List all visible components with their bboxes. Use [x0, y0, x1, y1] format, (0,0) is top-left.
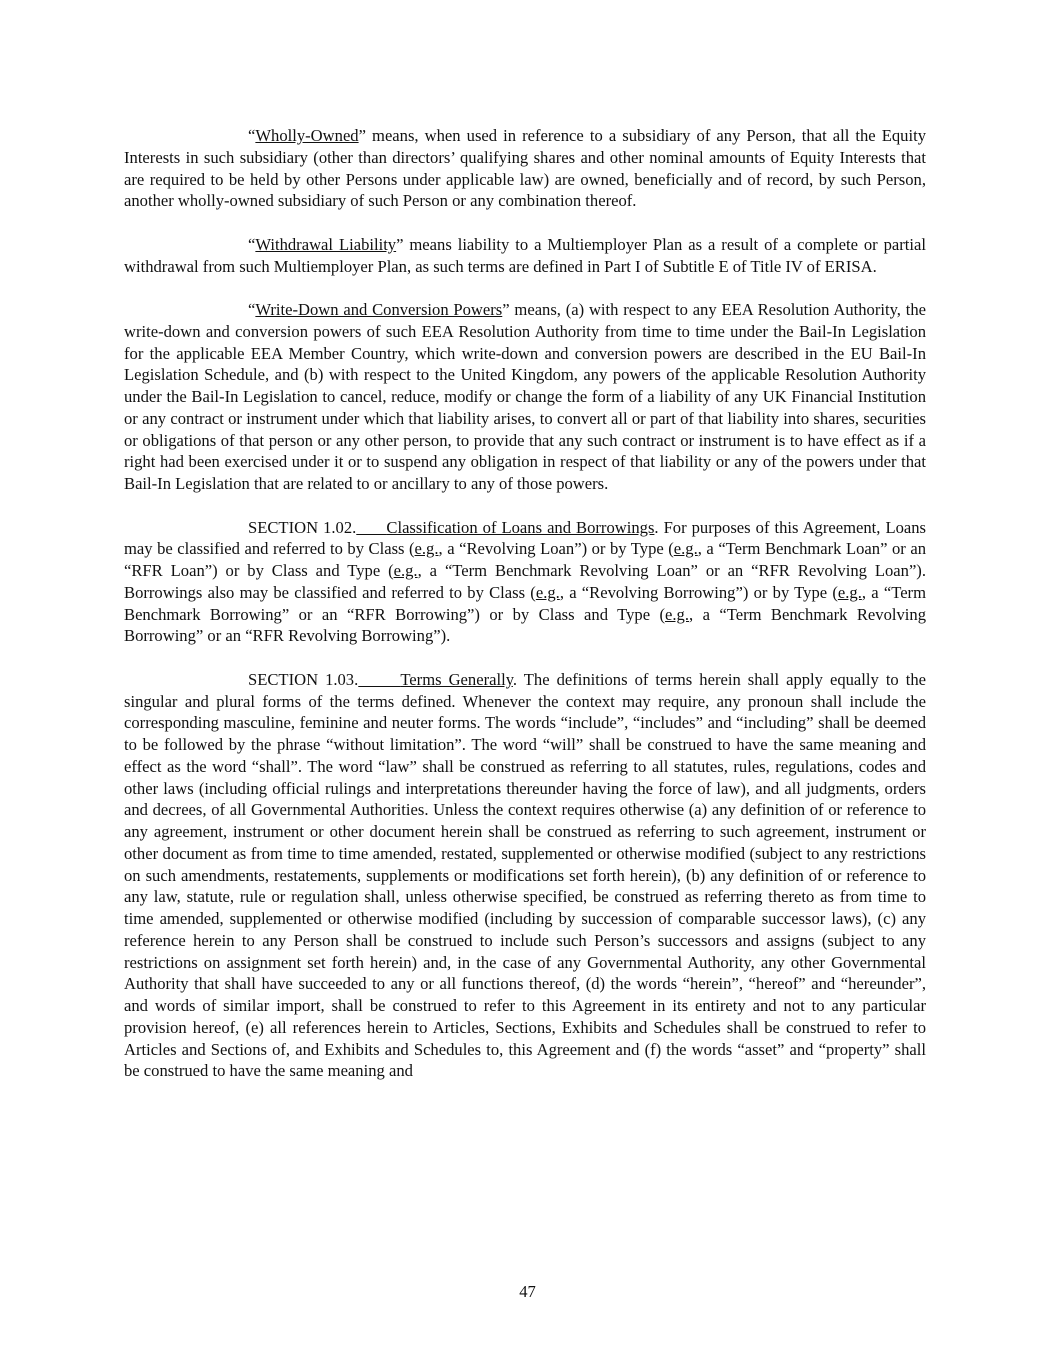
section-text: , a “Term Benchmark Borrowing” or an “RFR Borrowing”) or by Class and Type (: [124, 582, 926, 624]
section-number: SECTION 1.03.: [248, 669, 359, 689]
definition-text: ” means liability to a Multiemployer Plan as a result of a complete or partial withdrawal from such Multiemployer Plan, as such terms are defined in Part I of Subtitle E of Title IV of ERISA.: [124, 234, 926, 276]
defined-term: Write-Down and Conversion Powers: [255, 300, 503, 319]
section-text: , a “Revolving Borrowing”) or by Type (: [559, 582, 838, 602]
section-text: . The definitions of terms herein shall apply equally to the singular and plural forms of the terms defined. Whenever the context may require, any pronoun shall include the corresponding masculine, feminine and neuter forms. The words “include”, “includes” and “including” shall be deemed to be followed by the phrase “without limitation”. The word “will” shall be construed to have the same meaning and effect as the word “shall”. The word “law” shall be construed as referring to all statutes, rules, regulations, codes and other laws (including official rulings and interpretations thereunder having the force of law), and all judgments, orders and decrees, of all Governmental Authorities. Unless the context requires otherwise (a) any definition of or reference to any agreement, instrument or other document herein shall be construed as referring to such agreement, instrument or other document as from time to time amended, restated, supplemented or otherwise modified (subject to any restrictions on such amendments, restatements, supplements or modifications set forth herein), (b) any definition of or reference to any law, statute, rule or regulation shall, unless otherwise specified, be construed as referring thereto as from time to time amended, supplemented or otherwise modified (including by succession of comparable successor laws), (c) any reference herein to any Person shall be construed to include such Person’s successors and assigns (subject to any restrictions on assignment set forth herein) and, in the case of any Governmental Authority, any other Governmental Authority that shall have succeeded to any or all functions thereof, (d) the words “herein”, “hereof” and “hereunder”, and words of similar import, shall be construed to refer to this Agreement in its entirety and not to any particular provision hereof, (e) all references herein to Articles, Sections, Exhibits and Schedules shall be construed to refer to Articles and Sections of, and Exhibits and Schedules to, this Agreement and (f) the words “asset” and “property” shall be construed to have the same meaning and: [124, 669, 927, 1081]
eg-abbrev: e.g.: [665, 604, 689, 624]
defined-term: Wholly-Owned: [255, 126, 359, 145]
eg-abbrev: e.g.: [673, 539, 698, 559]
eg-abbrev: e.g.: [393, 561, 418, 580]
defined-term: Withdrawal Liability: [255, 234, 397, 254]
section-heading: Terms Generally: [400, 669, 513, 689]
section-text: , a “Term Benchmark Loan” or an “RFR Loan”) or by Class and Type (: [124, 539, 926, 580]
section-text: , a “Term Benchmark Revolving Loan” or an “RFR Revolving Loan”). Borrowings also may be classified and referred to by Class (: [124, 561, 926, 602]
eg-abbrev: e.g.: [535, 582, 560, 602]
section-text: . For purposes of this Agreement, Loans may be classified and referred to by Class (: [124, 517, 927, 559]
document-body: [124, 125, 926, 1104]
open-quote: “: [248, 126, 256, 145]
section-1-02: [124, 517, 926, 648]
definition-text: ” means, (a) with respect to any EEA Resolution Authority, the write-down and conversion powers of such EEA Resolution Authority from time to time under the Bail-In Legislation for the applicable EEA Member Country, which write-down and conversion powers are described in the EU Bail-In Legislation Schedule, and (b) with respect to the United Kingdom, any powers of the applicable Resolution Authority under the Bail-In Legislation to cancel, reduce, modify or change the form of a liability of any UK Financial Institution or any contract or instrument under which that liability arises, to convert all or part of that liability into shares, securities or obligations of that person or any other person, to provide that any such contract or instrument is to have effect as if a right had been exercised under it or to suspend any obligation in respect of that liability or any of the powers under that Bail-In Legislation that are related to or ancillary to any of those powers.: [124, 300, 926, 493]
section-number: SECTION 1.02.: [248, 517, 357, 537]
definition-text: ” means, when used in reference to a subsidiary of any Person, that all the Equity Interests in such subsidiary (other than directors’ qualifying shares and other nominal amounts of Equity Interests that are required to be held by other Persons under applicable law) are owned, beneficially and of record, by such Person, another wholly-owned subsidiary of such Person or any combination thereof.: [124, 126, 926, 211]
section-text: , a “Term Benchmark Revolving Borrowing” or an “RFR Revolving Borrowing”).: [124, 604, 926, 646]
open-quote: “: [248, 234, 256, 254]
eg-abbrev: e.g.: [837, 582, 862, 602]
section-1-03: [124, 669, 926, 1082]
definition-write-down-and-conversion-powers: [124, 299, 926, 495]
section-text: , a “Revolving Loan”) or by Type (: [438, 539, 674, 559]
definition-wholly-owned: [124, 125, 926, 212]
open-quote: “: [248, 300, 256, 319]
section-heading: Classification of Loans and Borrowings: [386, 517, 655, 537]
definition-withdrawal-liability: [124, 234, 926, 278]
section-heading-spacer: [356, 518, 386, 537]
page-number: 47: [519, 1282, 536, 1301]
section-heading-spacer: [358, 670, 400, 689]
eg-abbrev: e.g.: [414, 539, 439, 559]
